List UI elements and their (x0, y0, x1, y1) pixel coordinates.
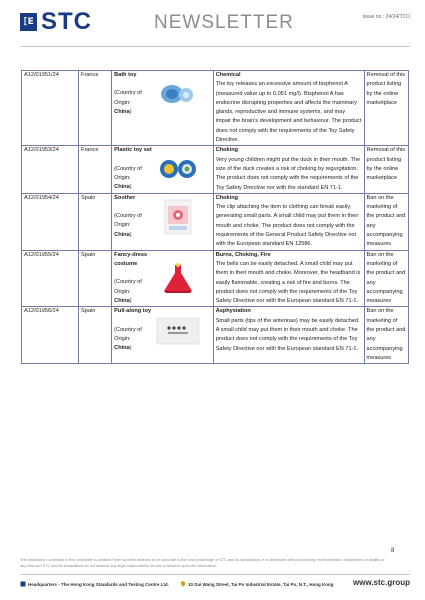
origin-close: ) (129, 108, 132, 115)
origin-country: China (114, 108, 130, 115)
pull-along-toy-image (154, 307, 202, 353)
origin-label: (Country of Origin: (114, 165, 142, 181)
origin-close: ) (129, 345, 132, 352)
footer-headquarters (20, 581, 169, 587)
risk-description: Very young children might put the duck in their mouth. The size of the duck creates a risk of choking by regurgitation. The product does not comply with the requirements of the Toy Safety Directive nor with the standard EN 71-1. (215, 156, 361, 191)
measures-taken: Ban on the marketing of the product and any accompanying measures (364, 307, 408, 364)
stc-logo (20, 10, 92, 34)
measures-taken: Removal of this product listing by the online marketplace (364, 71, 408, 146)
issue-number: Issue no.: 24/24/TCO (362, 14, 410, 20)
risk-type: Burns, Choking, Fire (215, 251, 271, 258)
table-row (22, 250, 409, 307)
risk-type: Choking (215, 194, 239, 201)
risk-cell (213, 307, 364, 364)
newsletter-title: NEWSLETTER (154, 12, 294, 33)
reference-number: A12/01953/24 (22, 146, 79, 193)
table-row (22, 307, 409, 364)
origin-country: China (114, 184, 130, 191)
logo-mark: ⟦E (20, 13, 37, 31)
footer-hq-label: Headquarters - The Hong Kong Standards and Testing Centre Ltd. (28, 581, 169, 587)
risk-cell (213, 71, 364, 146)
measures-taken: Ban on the marketing of the product and any accompanying measures (364, 250, 408, 307)
footer-address-label: 10 Dai Wang Street, Tai Po Industrial Estate, Tai Po, N.T., Hong Kong (188, 581, 334, 587)
soother-image (154, 194, 202, 240)
footer-divider (20, 574, 410, 575)
reference-number: A12/01951/24 (22, 71, 79, 146)
origin-country: China (114, 297, 130, 304)
origin-label: (Country of Origin: (114, 326, 142, 343)
notifying-country: Spain (79, 193, 112, 250)
notifying-country: Spain (79, 307, 112, 364)
building-icon (20, 581, 26, 587)
table-row (22, 193, 409, 250)
risk-cell (213, 146, 364, 193)
origin-country: China (114, 231, 130, 238)
risk-description: Small parts (tips of the antennas) may be easily detached. A small child may put them in their mouth and choke. The product does not comply with the requirements of the Toy Safety Directive nor with the European standard EN 71-1. (215, 317, 360, 352)
origin-close: ) (129, 297, 132, 304)
risk-type: Choking (215, 147, 239, 154)
product-name: Bath toy (114, 72, 137, 78)
costume-image (154, 251, 202, 306)
product-alert-table (21, 70, 409, 364)
page-number: 8 (391, 548, 395, 554)
risk-type: Asphyxiation (215, 308, 251, 315)
table-row (22, 71, 409, 146)
origin-label: (Country of Origin: (114, 90, 142, 106)
notifying-country: France (79, 146, 112, 193)
page-footer (20, 579, 410, 591)
logo-text: STC (41, 8, 92, 35)
origin-close: ) (129, 184, 132, 191)
risk-cell (213, 193, 364, 250)
product-cell (112, 250, 214, 307)
website-link[interactable]: www.stc.group (352, 578, 410, 587)
risk-description: The clip attaching the item to clothing can break easily, generating small parts. A small child may put them in their mouth and choke. The product does not comply with the requirements of the General Product Safety Directive nor with the European standard EN 12586. (215, 204, 359, 248)
product-cell (112, 71, 214, 146)
reference-number: A12/01956/24 (22, 307, 79, 364)
location-pin-icon (180, 581, 186, 587)
product-name: Pull-along toy (114, 308, 152, 315)
bath-toy-image (154, 71, 202, 117)
notifying-country: Spain (79, 250, 112, 307)
measures-taken: Removal of this product listing by the online marketplace (364, 146, 408, 193)
product-cell (112, 193, 214, 250)
reference-number: A12/01955/24 (22, 250, 79, 307)
product-cell (112, 307, 214, 364)
risk-type: Chemical (215, 72, 241, 78)
origin-country: China (114, 345, 130, 352)
footer-address (180, 581, 333, 587)
product-cell (112, 146, 214, 193)
reference-number: A12/01954/24 (22, 193, 79, 250)
product-name: Fancy-dress costume (114, 251, 148, 267)
origin-label: (Country of Origin: (114, 279, 142, 295)
disclaimer-text: The information contained in this newsletter is obtained from sources believed to be accurate to the best knowledge of STC and its subsidiaries. It is distributed without warranty, representation, inducement or liability of any kind and STC and its subsidiaries do not assume any legal responsibility for use or reliance upon the information. (20, 558, 385, 568)
plastic-toy-set-image (154, 146, 202, 192)
origin-label: (Country of Origin: (114, 213, 142, 229)
header-divider (20, 46, 410, 47)
product-name: Soother (114, 194, 136, 201)
risk-description: The toy releases an excessive amount of bisphenol A (measured value up to 0.051 mg/l). Bisphenol A has endocrine disrupting properties and affects the mammary glands, reproductive and immune systems, and may impair the brain's development and behaviour. The product does not comply with the requirements of the Toy Safety Directive. (215, 81, 362, 144)
notifying-country: France (79, 71, 112, 146)
table-row (22, 146, 409, 193)
risk-description: The bells can be easily detached. A small child may put them in their mouth and choke. Moreover, the headband is easily flammable, creating a risk of fire and burns. The product does not comply with the requirements of the Toy Safety Directive nor with the European standard EN 71-1. (215, 260, 361, 305)
origin-close: ) (129, 231, 132, 238)
product-name: Plastic toy set (114, 147, 152, 154)
measures-taken: Ban on the marketing of the product and any accompanying measures (364, 193, 408, 250)
risk-cell (213, 250, 364, 307)
newsletter-header (20, 10, 410, 42)
